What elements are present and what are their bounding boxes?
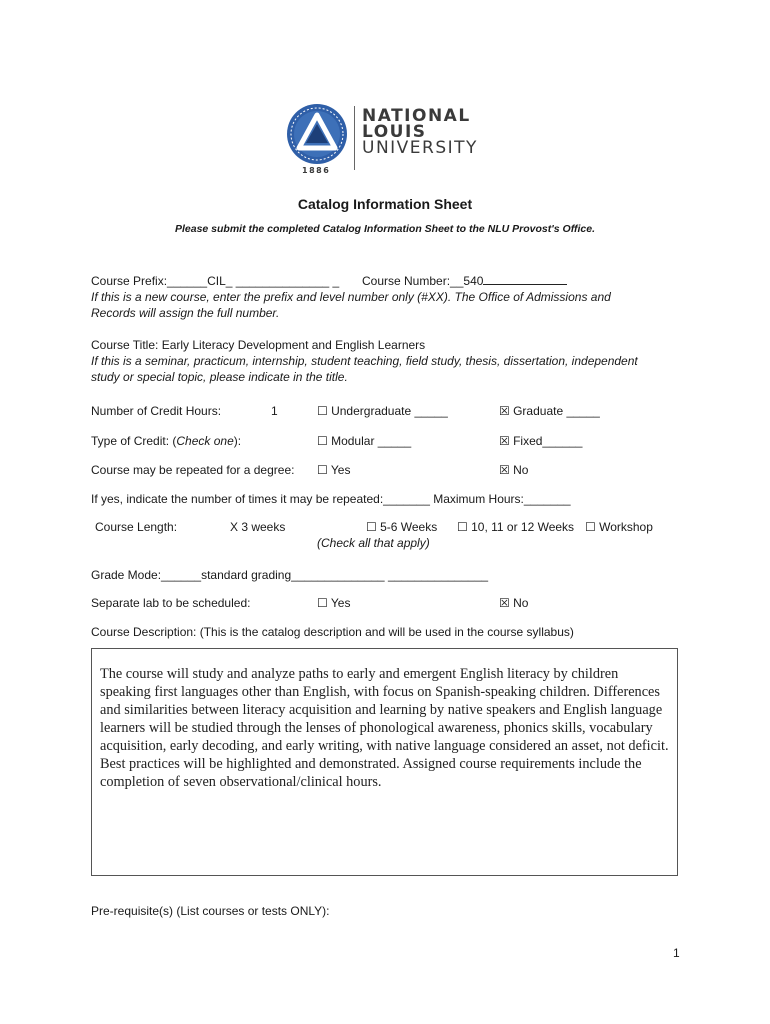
prefix-note-2: Records will assign the full number.	[91, 306, 280, 320]
page-title: Catalog Information Sheet	[297, 196, 473, 212]
title-note-1: If this is a seminar, practicum, internship, student teaching, field study, thesis, dissertation, independent	[91, 354, 638, 368]
graduate-checkbox[interactable]: ☒ Graduate _____	[499, 404, 600, 418]
founding-year: 1886	[302, 166, 331, 175]
undergraduate-checkbox[interactable]: ☐ Undergraduate _____	[317, 404, 448, 418]
course-number-underline	[483, 273, 567, 285]
grade-mode-row	[91, 567, 488, 583]
course-number-label: Course Number:__	[362, 274, 464, 288]
credit-type-label-italic: Check one	[176, 434, 234, 448]
course-length-value[interactable]: X 3 weeks	[230, 520, 286, 534]
course-description-box[interactable]	[91, 648, 678, 876]
lab-no-checkbox[interactable]: ☒ No	[499, 596, 529, 610]
submit-instruction: Please submit the completed Catalog Information Sheet to the NLU Provost's Office.	[174, 223, 596, 235]
grade-mode-trail: ______________ _______________	[291, 568, 489, 582]
lab-label: Separate lab to be scheduled:	[91, 596, 251, 610]
prerequisite-label: Pre-requisite(s) (List courses or tests ONLY):	[91, 904, 330, 918]
course-title[interactable]: Course Title: Early Literacy Development and English Learners	[91, 338, 426, 352]
grade-mode-value[interactable]: standard grading	[201, 568, 292, 582]
length-5-6-weeks-checkbox[interactable]: ☐ 5-6 Weeks	[366, 520, 438, 534]
course-prefix-value[interactable]: CIL	[207, 274, 226, 288]
credit-type-label	[91, 433, 241, 449]
grade-mode-label: Grade Mode:______	[91, 568, 202, 582]
course-number-value[interactable]: 540	[463, 274, 484, 288]
course-description-text: The course will study and analyze paths to early and emergent English literacy by children speaking first languages other than English, with focus on Spanish-speaking children. Differences and similarities between literacy acquisition and learning by native speakers and English language learners will be studied through the lenses of phonological awareness, phonics skills, vocabulary acquisition, early decoding, and early writing, with native language considered an asset, not deficit. Best practices will be highlighted and demonstrated. Assigned course requirements include the completion of seven observational/clinical hours.	[100, 666, 669, 790]
page-number: 1	[673, 946, 680, 960]
course-length-label: Course Length:	[95, 520, 178, 534]
workshop-checkbox[interactable]: ☐ Workshop	[585, 520, 653, 534]
fixed-checkbox[interactable]: ☒ Fixed______	[499, 434, 583, 448]
description-label: Course Description: (This is the catalog description and will be used in the course syllabus)	[91, 625, 574, 639]
repeat-yes-checkbox[interactable]: ☐ Yes	[317, 463, 351, 477]
repeat-times-row: If yes, indicate the number of times it may be repeated:_______ Maximum Hours:_______	[91, 492, 571, 506]
credit-hours-value[interactable]: 1	[271, 404, 278, 418]
credit-type-label-end: ):	[233, 434, 242, 448]
university-logo	[285, 100, 485, 180]
seal-icon	[285, 102, 349, 166]
course-prefix-trail: _ ______________ _	[225, 274, 340, 288]
lab-yes-checkbox[interactable]: ☐ Yes	[317, 596, 351, 610]
modular-checkbox[interactable]: ☐ Modular _____	[317, 434, 412, 448]
credit-type-label-start: Type of Credit: (	[91, 434, 177, 448]
length-10-12-weeks-checkbox[interactable]: ☐ 10, 11 or 12 Weeks	[457, 520, 575, 534]
logo-line-university: UNIVERSITY	[362, 138, 478, 158]
prefix-note-1: If this is a new course, enter the prefix and level number only (#XX). The Office of Admissions and	[91, 290, 611, 304]
check-all-note: (Check all that apply)	[317, 536, 430, 550]
logo-line-national: NATIONAL	[362, 106, 471, 126]
logo-divider	[354, 106, 355, 170]
repeat-no-checkbox[interactable]: ☒ No	[499, 463, 529, 477]
logo-line-louis: LOUIS	[362, 122, 427, 142]
credit-hours-label: Number of Credit Hours:	[91, 404, 222, 418]
course-prefix-label: Course Prefix:______	[91, 274, 208, 288]
repeat-label: Course may be repeated for a degree:	[91, 463, 295, 477]
logo-wordmark	[362, 108, 478, 156]
course-number-row	[362, 273, 567, 289]
title-note-2: study or special topic, please indicate in the title.	[91, 370, 348, 384]
course-prefix-row	[91, 273, 339, 289]
